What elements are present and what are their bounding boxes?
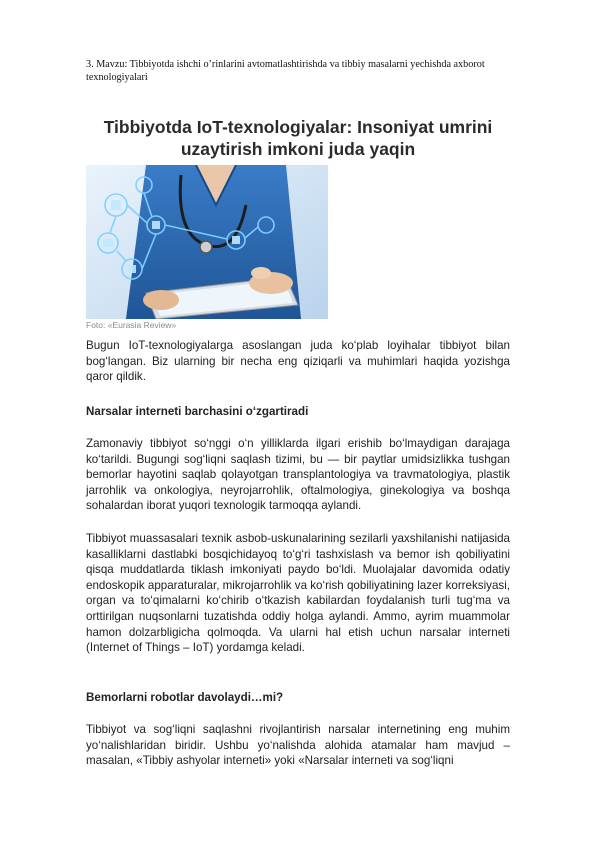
paragraph-modern-medicine: Zamonaviy tibbiyot so‘nggi o‘n yilliklarda ilgari erishib bo‘lmaydigan darajaga ko‘tarildi. Bugungi sog‘liqni saqlash tizimi, bu — bir paytlar umidsizlikka tushgan bemorlar hayotini saqlab qolayotgan transplantologiya va travmatologiya, plastik jarrohlik va onkologiya, neyrojarrohlik, oftalmologiya, ginekologiya va boshqa sohalardan iborat yuqori texnologik tarmoqqa aylandi. bbox=[86, 437, 510, 513]
doctor-tablet-illustration bbox=[86, 165, 328, 319]
photo-credit: Foto: «Eurasia Review» bbox=[86, 320, 177, 330]
paragraph-medical-equipment: Tibbiyot muassasalari texnik asbob-uskunalarining sezilarli yaxshilanishi natijasida kasalliklarni dastlabki bosqichidayoq to‘g‘ri tashxislash va bemor ish qobiliyatini qisqa muddatlarda tiklash imkoniyati paydo bo‘ldi. Muolajalar davomida odatiy endoskopik apparaturalar, mikrojarrohlik va ko‘rish qobiliyatining lazer korreksiyasi, organ va to‘qimalarni ko‘chirib o‘tkazish kabilardan foydalanish turli tug‘ma va orttirilgan nuqsonlarni tuzatishda oddiy holga aylandi. Ammo, ayrim muammolar hamon dolzarbligicha qolmoqda. Va ularni hal etish uchun narsalar interneti (Internet of Things – IoT) yordamga keladi. bbox=[86, 532, 511, 655]
article-title: Tibbiyotda IoT-texnologiyalar: Insoniyat umrini uzaytirish imkoni juda yaqin bbox=[103, 117, 493, 159]
article-photo bbox=[86, 165, 328, 319]
topic-header: 3. Mavzu: Tibbiyotda ishchi o’rinlarini avtomatlashtirishda va tibbiy masalarni yechishda axborot texnologiyalari bbox=[86, 59, 485, 83]
section-heading-iot: Narsalar interneti barchasini o‘zgartiradi bbox=[86, 405, 309, 418]
section-heading-robots: Bemorlarni robotlar davolaydi…mi? bbox=[86, 691, 284, 704]
paragraph-iot-healthcare: Tibbiyot va sog‘liqni saqlashni rivojlantirish narsalar internetining eng muhim yo‘nalishlaridan biridir. Ushbu yo‘nalishda alohida atamalar ham mavjud – masalan, «Tibbiy ashyolar interneti» yoki «Narsalar interneti va sog‘liqni bbox=[86, 723, 510, 768]
intro-paragraph: Bugun IoT-texnologiyalarga asoslangan juda ko‘plab loyihalar tibbiyot bilan bog‘langan. Biz ularning bir necha eng qiziqarli va muhimlari haqida yozishga qaror qildik. bbox=[86, 339, 510, 384]
